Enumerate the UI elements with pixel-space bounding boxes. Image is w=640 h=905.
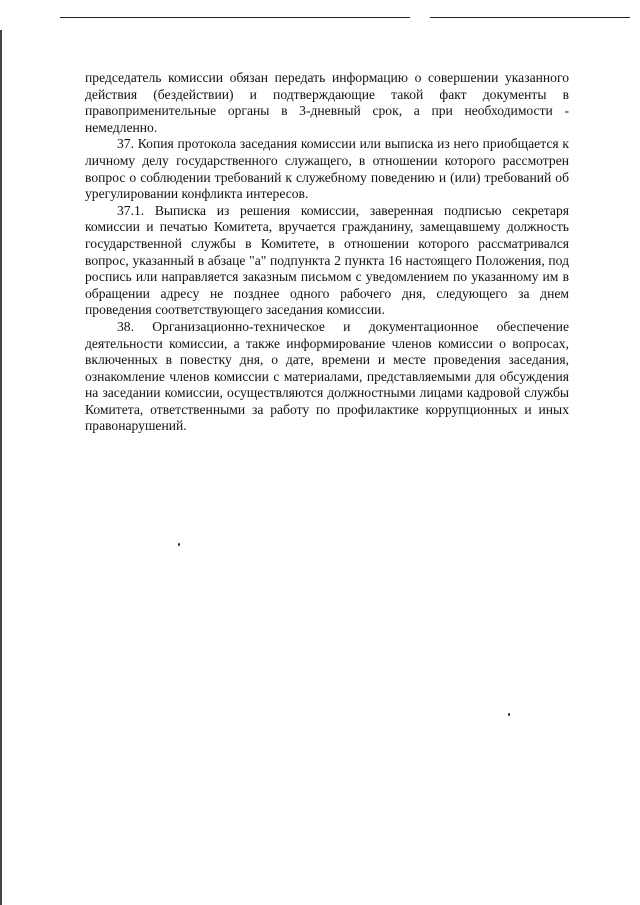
top-rule-left [60,17,410,18]
top-rule-right [430,17,630,18]
paragraph-37-1: 37.1. Выписка из решения комиссии, заверенная подписью секретаря комиссии и печатью Комитета, вручается гражданину, замещавшему должность государственной службы в Комитете, в отношении которого рассматривался вопрос, указанный в абзаце "а" подпункта 2 пункта 16 настоящего Положения, под роспись или направляется заказным письмом с уведомлением по указанному им в обращении адресу не позднее одного рабочего дня, следующего за днем проведения соответствующего заседания комиссии. [85,202,569,318]
paragraph-38: 38. Организационно-техническое и документационное обеспечение деятельности комиссии, а также информирование членов комиссии о вопросах, включенных в повестку дня, о дате, времени и месте проведения заседания, ознакомление членов комиссии с материалами, представляемыми для обсуждения на заседании комиссии, осуществляются должностными лицами кадровой службы Комитета, ответственными за работу по профилактике коррупционных и иных правонарушений. [85,318,569,434]
paragraph-37: 37. Копия протокола заседания комиссии или выписка из него приобщается к личному делу государственного служащего, в отношении которого рассмотрен вопрос о соблюдении требований к служебному поведению и (или) требований об урегулировании конфликта интересов. [85,136,569,202]
paragraph-continuation: председатель комиссии обязан передать информацию о совершении указанного действия (бездействии) и подтверждающие такой факт документы в правоприменительные органы в 3-дневный срок, а при необходимости - немедленно. [85,70,569,135]
scan-speck [508,713,510,716]
scan-speck [178,543,180,546]
scan-left-edge [0,30,2,905]
document-body [85,70,569,435]
